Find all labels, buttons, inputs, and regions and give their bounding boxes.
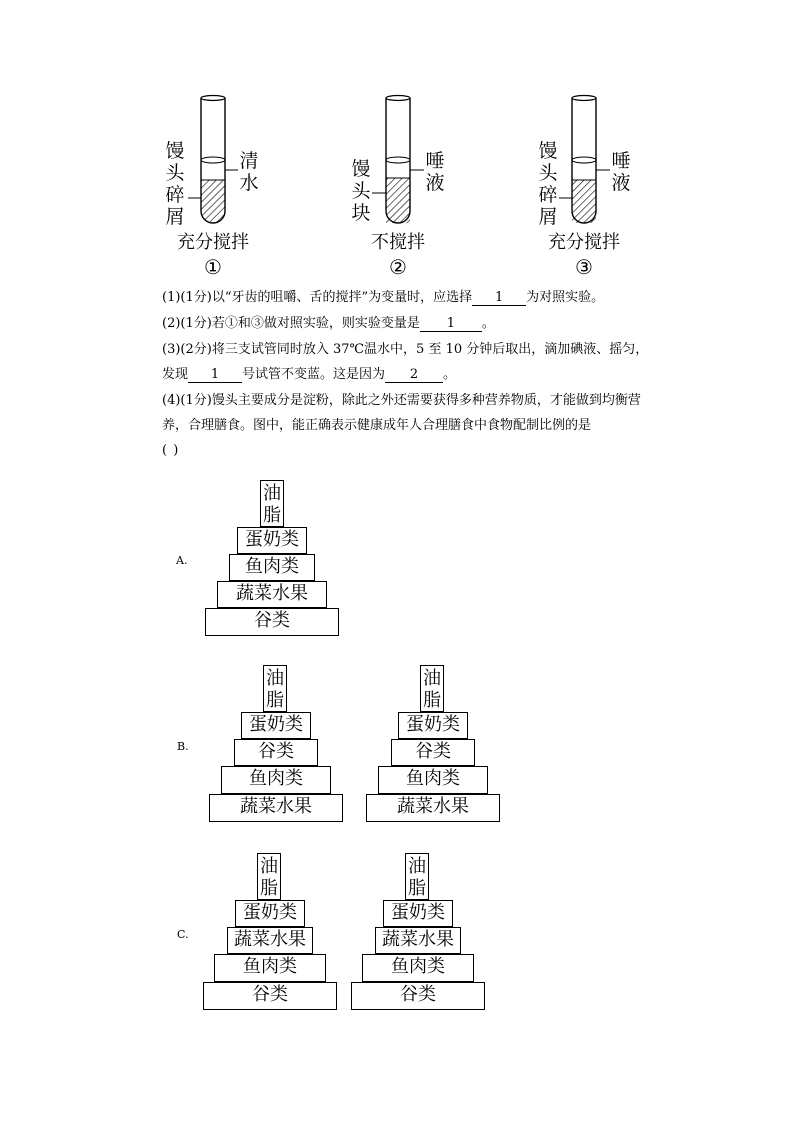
test-tube-3: [559, 96, 610, 224]
test-tube-1: [188, 96, 238, 224]
pyramid-layer-oil: 油脂: [420, 665, 444, 712]
tube-2-number: ②: [389, 255, 407, 279]
answer-paren[interactable]: ( ): [162, 443, 180, 458]
question-1: [162, 289, 604, 307]
pyramid-layer-2: 蛋奶类: [235, 900, 305, 927]
question-2-text: (2)(1分)若①和③做对照实验，则实验变量是: [162, 316, 420, 331]
tube-3-number: ③: [575, 255, 593, 279]
pyramid-layer-3: 蔬菜水果: [375, 927, 461, 954]
pyramid-layer-2: 蛋奶类: [241, 712, 311, 739]
pyramid-layer-2: 蛋奶类: [398, 712, 468, 739]
pyramid-layer-5: 谷类: [205, 608, 339, 636]
tube-2-left-label: 馒头块: [351, 158, 371, 224]
pyramid-layer-4: 鱼肉类: [221, 766, 331, 794]
answer-blank[interactable]: 1: [472, 291, 526, 306]
question-3-text: 发现: [162, 367, 189, 382]
pyramid-layer-5: 蔬菜水果: [209, 794, 343, 822]
tube-1-right-label: 清水: [239, 150, 259, 194]
pyramid-layer-oil: 油脂: [263, 665, 287, 712]
tube-2-caption: 不搅拌: [371, 232, 425, 253]
tube-1-caption: 充分搅拌: [177, 232, 249, 253]
pyramid-layer-4: 鱼肉类: [362, 954, 474, 982]
pyramid-layer-oil: 油脂: [260, 480, 284, 527]
pyramid-layer-5: 谷类: [351, 982, 485, 1010]
question-3-line-1: (3)(2分)将三支试管同时放入 37℃温水中，5 至 10 分钟后取出，滴加碘液、摇匀，: [162, 342, 649, 357]
question-1-text: (1)(1分)以“牙齿的咀嚼、舌的搅拌”为变量时，应选择: [162, 290, 473, 305]
pyramid-layer-4: 蔬菜水果: [217, 581, 327, 608]
option-c-label[interactable]: C.: [177, 928, 189, 941]
pyramid-layer-3: 谷类: [234, 739, 318, 766]
question-3-text-end: 。: [443, 367, 457, 382]
pyramid-layer-4: 鱼肉类: [214, 954, 326, 982]
question-2-text-end: 。: [481, 316, 495, 331]
tube-1-number: ①: [204, 255, 222, 279]
tube-3-caption: 充分搅拌: [548, 232, 620, 253]
pyramid-layer-3: 蔬菜水果: [227, 927, 313, 954]
question-4-line-2: 养，合理膳食。图中，能正确表示健康成年人合理膳食中食物配制比例的是: [162, 418, 592, 433]
question-3-line-2: [162, 366, 456, 384]
tube-1-left-label: 馒头碎屑: [165, 140, 185, 228]
test-tube-2: [372, 96, 424, 224]
answer-blank[interactable]: 1: [420, 317, 482, 332]
pyramid-layer-2: 蛋奶类: [383, 900, 453, 927]
answer-blank[interactable]: 2: [385, 368, 443, 383]
question-4-line-1: (4)(1分)馒头主要成分是淀粉，除此之外还需要获得多种营养物质，才能做到均衡营: [162, 393, 641, 408]
tube-3-left-label: 馒头碎屑: [538, 140, 558, 228]
tube-2-right-label: 唾液: [425, 150, 445, 194]
pyramid-layer-3: 谷类: [391, 739, 475, 766]
pyramid-layer-oil: 油脂: [257, 853, 281, 900]
question-1-text-end: 为对照实验。: [526, 290, 605, 305]
pyramid-layer-5: 谷类: [203, 982, 337, 1010]
pyramid-layer-oil: 油脂: [405, 853, 429, 900]
pyramid-layer-5: 蔬菜水果: [366, 794, 500, 822]
option-a-label[interactable]: A.: [176, 554, 188, 567]
question-3-text-mid: 号试管不变蓝。这是因为: [242, 367, 386, 382]
pyramid-layer-2: 蛋奶类: [237, 527, 307, 554]
pyramid-layer-3: 鱼肉类: [229, 554, 315, 581]
answer-blank[interactable]: 1: [188, 368, 242, 383]
tube-3-right-label: 唾液: [611, 150, 631, 194]
question-2: [162, 315, 495, 333]
pyramid-layer-4: 鱼肉类: [378, 766, 488, 794]
option-b-label[interactable]: B.: [177, 740, 189, 753]
